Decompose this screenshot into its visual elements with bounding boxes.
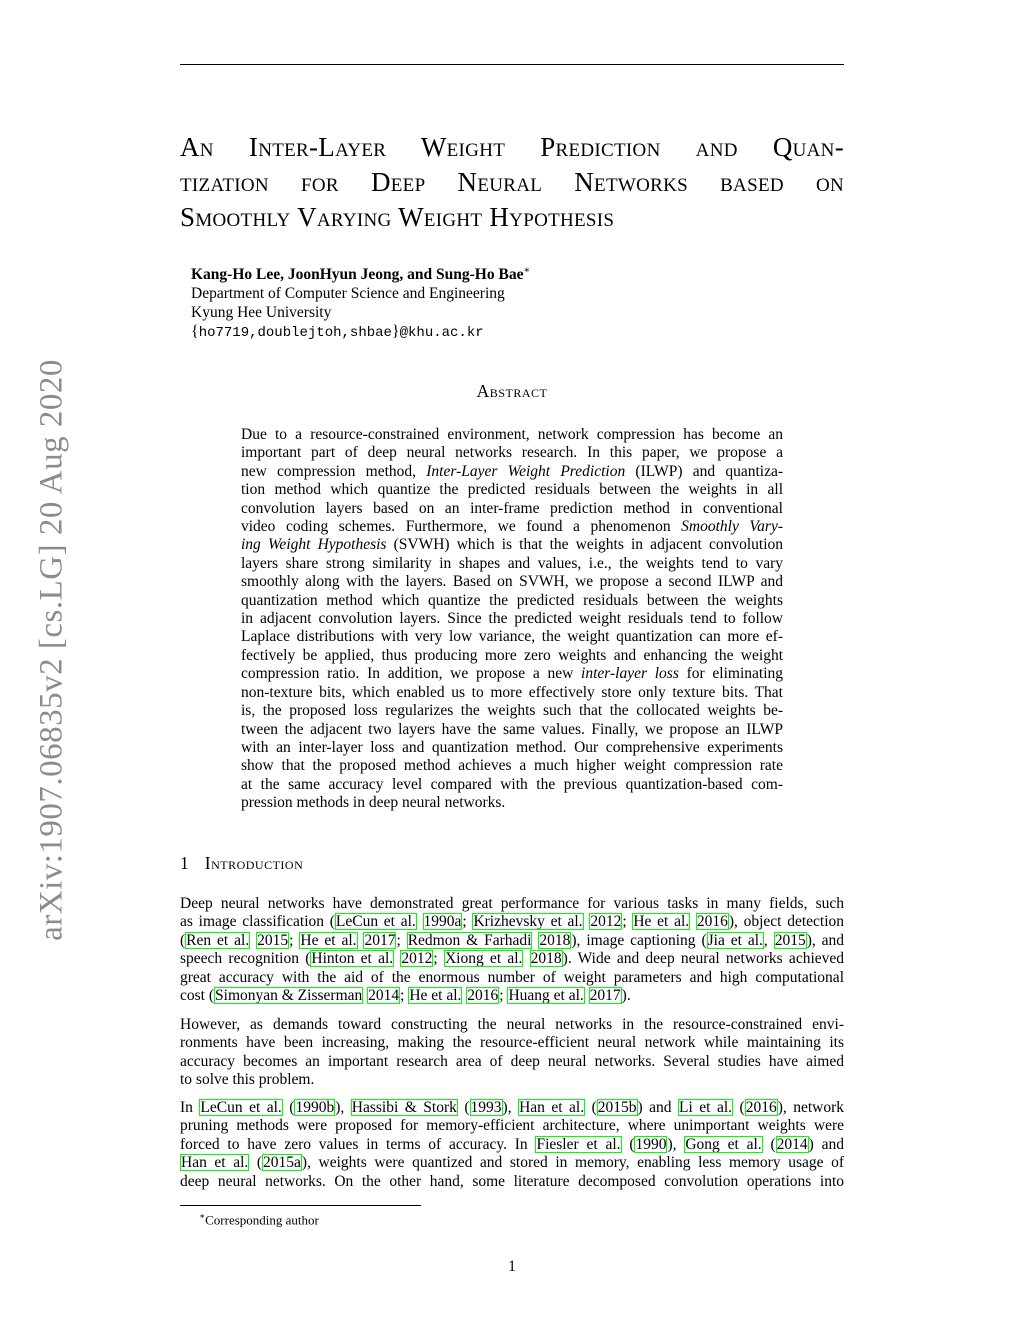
page-number: 1 (508, 1258, 516, 1275)
footnote-mark: ∗ (199, 1211, 206, 1221)
citation-link[interactable]: 2016 (745, 1099, 777, 1116)
citation-link[interactable]: 2015 (257, 931, 289, 949)
citation-link[interactable]: 2014 (368, 987, 400, 1005)
department: Department of Computer Science and Engineering (191, 285, 505, 303)
citation-link[interactable]: 2014 (776, 1135, 808, 1153)
citation-link[interactable]: 2015a (263, 1154, 301, 1172)
citation-link[interactable]: He et al. (409, 987, 462, 1005)
abstract-heading: Abstract (476, 381, 548, 401)
citation-link[interactable]: 2015b (597, 1099, 637, 1116)
intro-paragraph-3: In LeCun et al. (1990b), Hassibi & Stork (1993), Han et al. (2015b) and Li et al. (2016), network pruning methods were proposed for memory-efficient architecture, where unimportant weights were forced to have zero values in terms of accuracy. In Fiesler et al. (1990), Gong et al. (2014) and Han et al. (2015a), weights were quantized and stored in memory, enabling less memory usage of deep neural networks. On the other hand, some literature decomposed convolution operations into (180, 1099, 845, 1190)
title-line-2: tization for Deep Neural Networks based on (180, 167, 844, 197)
footnote-text: Corresponding author (205, 1212, 319, 1228)
corresponding-mark: ∗ (523, 265, 531, 276)
citation-link[interactable]: 2018 (530, 950, 562, 968)
citation-link[interactable]: Redmon & Farhadi (407, 931, 532, 949)
intro-paragraph-2: However, as demands toward constructing the neural networks in the resource-constrained envi- ronments have been increasing, making the resource-efficient neural network while maintaining its accuracy becomes an important research area of deep neural networks. Several studies have aimed to solve this problem. (180, 1016, 844, 1089)
citation-link[interactable]: 2016 (696, 913, 728, 931)
section-number: 1 (180, 853, 189, 873)
citation-link[interactable]: Fiesler et al. (536, 1135, 621, 1153)
citation-link[interactable]: 2017 (364, 931, 396, 949)
citation-link[interactable]: Krizhevsky et al. (473, 913, 583, 931)
section-title: Introduction (204, 853, 304, 873)
citation-link[interactable]: 1990 (635, 1135, 667, 1153)
citation-link[interactable]: 2015 (774, 931, 806, 949)
citation-link[interactable]: 1993 (470, 1099, 502, 1116)
citation-link[interactable]: LeCun et al. (200, 1099, 282, 1116)
citation-link[interactable]: Gong et al. (685, 1135, 762, 1153)
citation-link[interactable]: Han et al. (181, 1154, 249, 1172)
citation-link[interactable]: 2017 (589, 987, 621, 1005)
citation-link[interactable]: 2012 (401, 950, 433, 968)
citation-link[interactable]: Ren et al. (186, 931, 250, 949)
citation-link[interactable]: 2018 (539, 931, 571, 949)
paper-title (180, 130, 844, 235)
author-emails: {ho7719,doublejtoh,shbae}@khu.ac.kr (191, 323, 484, 342)
citation-link[interactable]: Huang et al. (508, 987, 584, 1005)
citation-link[interactable]: 1990b (295, 1099, 335, 1116)
author-names: Kang-Ho Lee, JoonHyun Jeong, and Sung-Ho Bae∗ (191, 265, 531, 284)
footnote (199, 1208, 319, 1228)
title-line-3: Smoothly Varying Weight Hypothesis (180, 202, 615, 232)
citation-link[interactable]: Han et al. (519, 1099, 585, 1116)
citation-link[interactable]: Li et al. (679, 1099, 733, 1116)
arxiv-stamp-text: arXiv:1907.06835v2 [cs.LG] 20 Aug 2020 (33, 359, 70, 941)
citation-link[interactable]: 1990a (423, 913, 462, 931)
citation-link[interactable]: Hassibi & Stork (351, 1099, 457, 1116)
citation-link[interactable]: Jia et al. (707, 931, 763, 949)
citation-link[interactable]: 2016 (467, 987, 499, 1005)
citation-link[interactable]: He et al. (300, 931, 357, 949)
citation-link[interactable]: He et al. (633, 913, 690, 931)
footnote-rule (180, 1205, 421, 1206)
citation-link[interactable]: Hinton et al. (311, 950, 394, 968)
abstract-text: Due to a resource-constrained environment, network compression has become an important part of deep neural networks research. In this paper, we propose a new compression method, Inter-Layer Weight Prediction (ILWP) and quantiza- tion method which quantize the predicted residuals between the weights in all convolution layers based on an inter-frame prediction method in conventional video coding schemes. Furthermore, we found a phenomenon Smoothly Vary- ing Weight Hypothesis (SVWH) which is that the weights in adjacent convolution layers share strong similarity in shapes and values, i.e., the weights tend to vary smoothly along with the layers. Based on SVWH, we propose a second ILWP and quantization method which quantize the predicted residuals between the weights in adjacent convolution layers. Since the predicted weight residuals tend to follow Laplace distributions with very low variance, the weight quantization can more ef- fectively be applied, thus producing more zero weights and enhancing the weight compression ratio. In addition, we propose a new inter-layer loss for eliminating non-texture bits, which enabled us to more effectively store only texture bits. That is, the proposed loss regularizes the weights such that the collocated weights be- tween the adjacent two layers have the same values. Finally, we propose an ILWP with an inter-layer loss and quantization method. Our comprehensive experiments show that the proposed method achieves a much higher weight compression rate at the same accuracy level compared with the previous quantization-based com- pression methods in deep neural networks. (241, 426, 784, 812)
citation-link[interactable]: Xiong et al. (444, 950, 523, 968)
section-heading-introduction (180, 853, 303, 874)
citation-link[interactable]: 2012 (590, 913, 622, 931)
citation-link[interactable]: LeCun et al. (335, 913, 416, 931)
top-rule (180, 64, 844, 65)
intro-paragraph-1: Deep neural networks have demonstrated great performance for various tasks in many fields, such as image classification (LeCun et al. 1990a; Krizhevsky et al. 2012; He et al. 2016), object detection (Ren et al. 2015; He et al. 2017; Redmon & Farhadi 2018), image captioning (Jia et al., 2015), and speech recognition (Hinton et al. 2012; Xiong et al. 2018). Wide and deep neural networks achieved great accuracy with the aid of the enormous number of weight parameters and high computational cost (Simonyan & Zisserman 2014; He et al. 2016; Huang et al. 2017). (180, 895, 845, 1005)
university: Kyung Hee University (191, 304, 332, 322)
author-block (191, 261, 530, 343)
title-line-1: An Inter-Layer Weight Prediction and Quan- (180, 132, 844, 162)
citation-link[interactable]: Simonyan & Zisserman (215, 987, 363, 1005)
